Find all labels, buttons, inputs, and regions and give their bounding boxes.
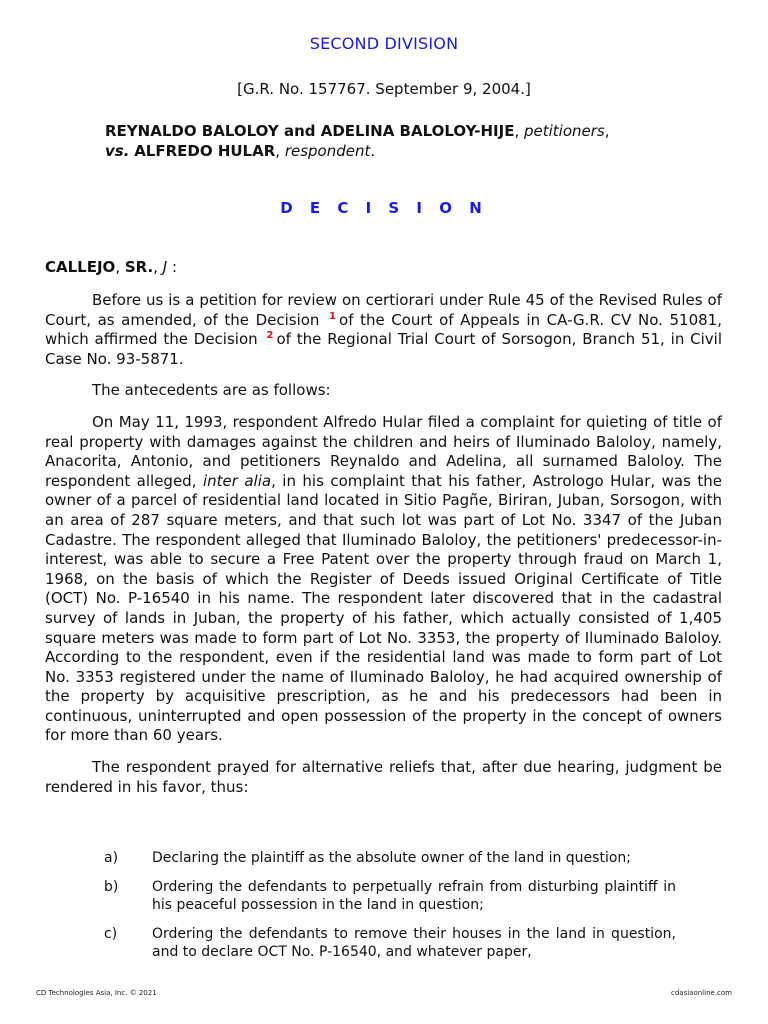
petitioners-line: REYNALDO BALOLOY and ADELINA BALOLOY-HIJE, petitioners,: [105, 122, 610, 140]
prayer-label: a): [104, 850, 119, 866]
prayer-label: c): [104, 926, 118, 942]
paragraph-3-italic: inter alia: [202, 471, 272, 490]
ponente-title: J: [162, 258, 168, 276]
ponente-suffix: SR.: [124, 258, 154, 276]
paragraph-1-part-a: Before us is a petition for review on certiorari under Rule 45 of the Revised Rules of Court, as amended, of the Decision: [45, 291, 722, 329]
ponente-line: CALLEJO, SR., J :: [45, 258, 178, 276]
prayer-text: Ordering the defendants to remove their houses in the land in question, and to declare OCT No. P-16540, and whatever paper,: [152, 926, 676, 960]
footnote-link-1[interactable]: 1: [329, 310, 337, 322]
paragraph-1-part-b: of the Court of Appeals in CA-G.R. CV No. 51081, which affirmed the Decision: [45, 310, 722, 349]
paragraph-4: The respondent prayed for alternative reliefs that, after due hearing, judgment be rendered in his favor, thus:: [45, 758, 722, 796]
respondent-line: vs. ALFREDO HULAR, respondent.: [105, 142, 376, 160]
division-heading: SECOND DIVISION: [309, 34, 459, 53]
footer-site: cdasiaonline.com: [671, 989, 732, 997]
petitioners-role: petitioners: [524, 122, 605, 140]
case-number: [G.R. No. 157767. September 9, 2004.]: [237, 80, 531, 98]
prayer-item: [104, 925, 676, 961]
paragraph-3: [45, 413, 722, 746]
respondent-role: respondent: [284, 142, 371, 160]
footnote-link-2[interactable]: 2: [266, 330, 274, 342]
ponente-surname: CALLEJO: [45, 258, 116, 276]
prayer-item: [104, 849, 676, 867]
paragraph-1-part-c: of the Regional Trial Court of Sorsogon, Branch 51, in Civil Case No. 93-5871.: [45, 330, 723, 368]
case-parties: [105, 121, 705, 161]
prayer-list: [104, 849, 676, 972]
paragraph-1: [45, 291, 722, 369]
prayer-item: [104, 878, 676, 914]
prayer-label: b): [104, 879, 119, 895]
paragraph-3-part-a: On May 11, 1993, respondent Alfredo Hular filed a complaint for quieting of title of real property with damages against the children and heirs of Iluminado Baloloy, namely, Anacorita, Antonio, and petitioners Reynaldo and Adelina, all surnamed Baloloy. The respondent alleged,: [45, 412, 722, 490]
respondent-name: ALFREDO HULAR: [134, 142, 276, 160]
footer-copyright: CD Technologies Asia, Inc. © 2021: [36, 989, 157, 997]
decision-body: [45, 291, 722, 809]
paragraph-2: The antecedents are as follows:: [92, 381, 331, 400]
petitioners-names: REYNALDO BALOLOY and ADELINA BALOLOY-HIJE: [105, 122, 515, 140]
paragraph-3-part-b: , in his complaint that his father, Astrologo Hular, was the owner of a parcel of residential land located in Sitio Pagñe, Biriran, Juban, Sorsogon, with an area of 287 square meters, and that such lot was part of Lot No. 3347 of the Juban Cadastre. The respondent alleged that Iluminado Baloloy, the petitioners' predecessor-in-interest, was able to secure a Free Patent over the property through fraud on March 1, 1968, on the basis of which the Register of Deeds issued Original Certificate of Title (OCT) No. P-16540 in his name. The respondent later discovered that in the cadastral survey of lands in Juban, the property of his father, which actually consisted of 1,405 square meters was made to form part of Lot No. 3353, the property of Iluminado Baloloy. According to the respondent, even if the residential land was made to form part of Lot No. 3353 registered under the name of Iluminado Baloloy, he had acquired ownership of the property by acquisitive prescription, as he and his predecessors had been in continuous, uninterrupted and open possession of the property in the concept of owners for more than 60 years.: [45, 471, 722, 745]
versus-label: vs.: [105, 142, 130, 160]
prayer-text: Declaring the plaintiff as the absolute owner of the land in question;: [152, 850, 631, 866]
prayer-text: Ordering the defendants to perpetually refrain from disturbing plaintiff in his peaceful possession in the land in question;: [152, 879, 676, 913]
decision-heading: D E C I S I O N: [280, 199, 488, 217]
